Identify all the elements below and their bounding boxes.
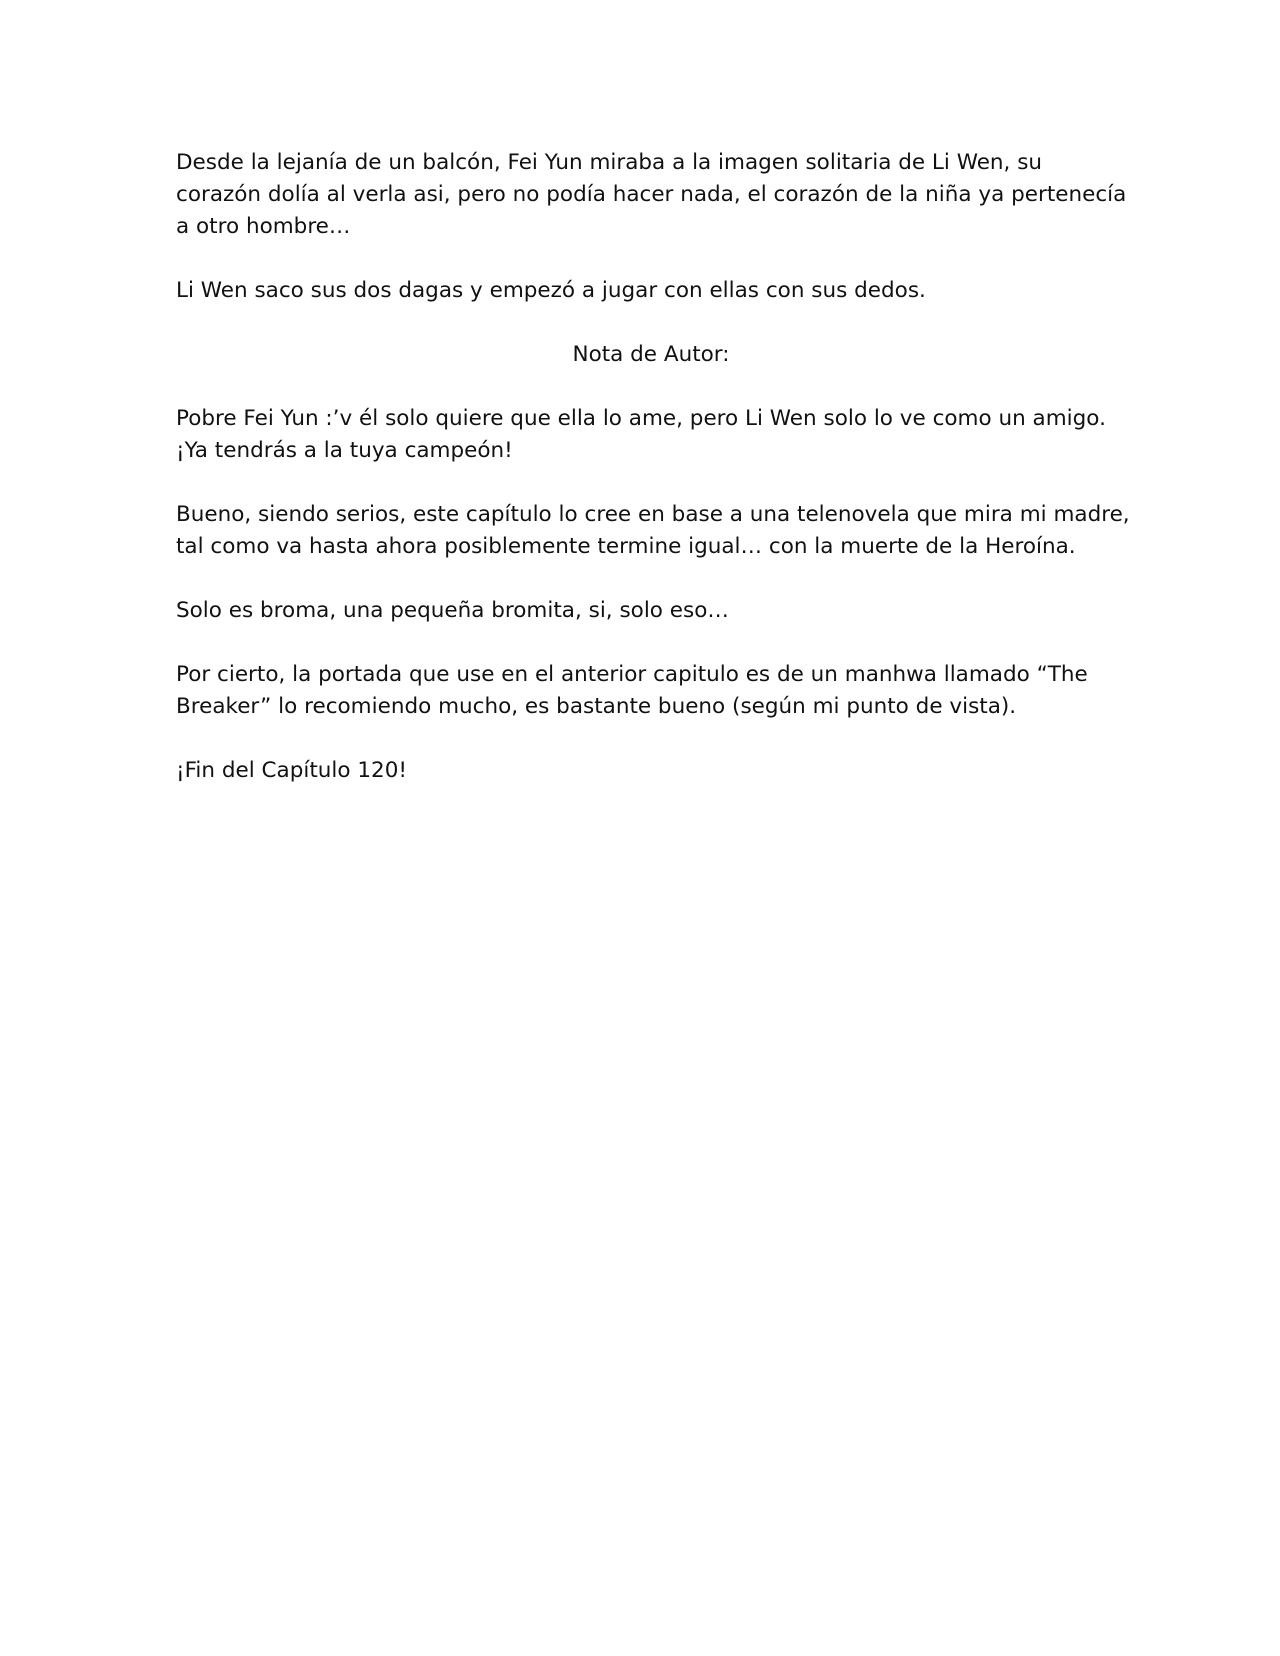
text-line: Solo es broma, una pequeña bromita, si, solo eso… (176, 598, 729, 623)
text-line: corazón dolía al verla asi, pero no podía hacer nada, el corazón de la niña ya pertenecía (176, 182, 1127, 207)
chapter-end (176, 755, 1126, 787)
text-line: tal como va hasta ahora posiblemente termine igual… con la muerte de la Heroína. (176, 534, 1076, 559)
text-line: Bueno, siendo serios, este capítulo lo cree en base a una telenovela que mira mi madre, (176, 502, 1130, 527)
paragraph-fei-yun (176, 403, 1126, 467)
author-note-heading (176, 339, 1126, 371)
paragraph-telenovela (176, 499, 1130, 563)
paragraph-balcony (176, 147, 1126, 243)
text-line: ¡Fin del Capítulo 120! (176, 758, 408, 783)
paragraph-cover (176, 659, 1126, 723)
paragraph-daggers (176, 275, 1126, 307)
text-line: a otro hombre… (176, 214, 351, 239)
text-line: Por cierto, la portada que use en el anterior capitulo es de un manhwa llamado “The (176, 662, 1088, 687)
text-line: Desde la lejanía de un balcón, Fei Yun miraba a la imagen solitaria de Li Wen, su (176, 150, 1043, 175)
heading-text: Nota de Autor: (572, 342, 730, 367)
text-line: Breaker” lo recomiendo mucho, es bastante bueno (según mi punto de vista). (176, 694, 1017, 719)
text-line: Pobre Fei Yun :’v él solo quiere que ella lo ame, pero Li Wen solo lo ve como un amigo. (176, 406, 1106, 431)
text-line: Li Wen saco sus dos dagas y empezó a jugar con ellas con sus dedos. (176, 278, 926, 303)
document-body (176, 147, 1130, 819)
paragraph-joke (176, 595, 1126, 627)
text-line: ¡Ya tendrás a la tuya campeón! (176, 438, 513, 463)
